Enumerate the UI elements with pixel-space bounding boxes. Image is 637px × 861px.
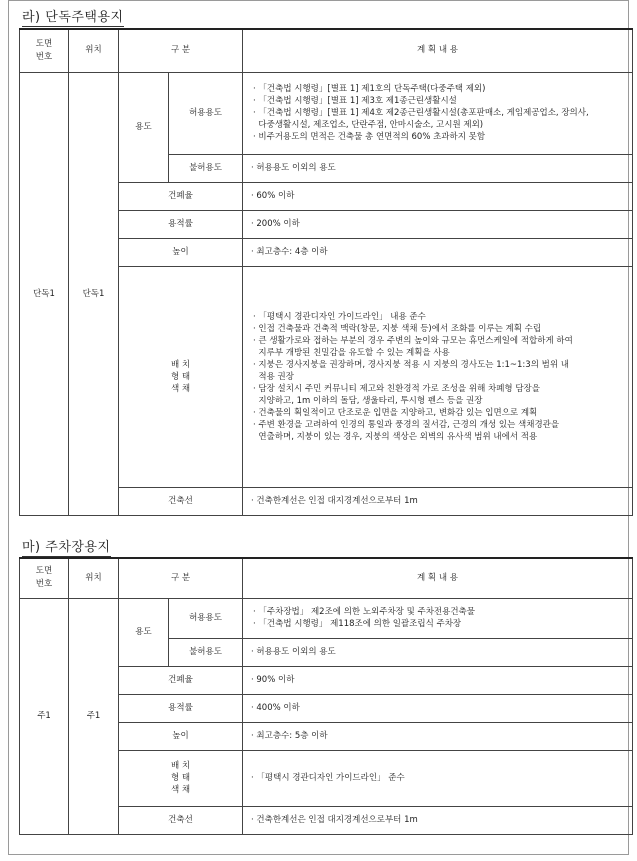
use-label: 용도	[119, 598, 169, 666]
location: 단독1	[69, 72, 119, 515]
layout-form-color-label: 배 치 형 태 색 채	[119, 266, 243, 487]
location: 주1	[69, 598, 119, 834]
height-label: 높이	[119, 722, 243, 750]
header-category: 구 분	[119, 558, 243, 598]
layout-form-color-content: · 「평택시 경관디자인 가이드라인」 내용 준수 · 인접 건축물과 건축적 맥락(창문, 지붕 색채 등)에서 조화를 이루는 계획 수립 · 큰 생활가로와 접하는 부분의 경우 주변의 높이와 규모는 휴먼스케일에 적합하게 하여 지루부 개방된 친밀감을 유도할 수 있는 계획을 사용 · 지붕은 경사지붕을 권장하며, 경사지붕 적용 시 지붕의 경사도는 1:1~1:3의 범위 내 적용 권장 · 담장 설치시 주민 커뮤니티 제고와 친환경적 가로 조성을 위해 차폐형 담장을 지양하고, 1m 이하의 돌담, 생울타리, 투시형 펜스 등을 권장 · 건축물의 획일적이고 단조로운 입면을 지양하고, 변화감 있는 입면으로 계획 · 주변 환경을 고려하여 인경의 통일과 풍경의 질서감, 근경의 개성 있는 색채경관을 연출하며, 지붕이 있는 경우, 지붕의 색상은 외벽의 유사색 범위 내에서 적용	[243, 266, 633, 487]
allowed-use-label: 허용용도	[169, 598, 243, 638]
height-content: · 최고층수: 4층 이하	[243, 238, 633, 266]
drawing-number: 단독1	[20, 72, 69, 515]
height-content: · 최고층수: 5층 이하	[243, 722, 633, 750]
setback-label: 건축선	[119, 487, 243, 515]
allowed-use-content: · 「주차장법」 제2조에 의한 노외주차장 및 주차전용건축물 · 「건축법 시행령」 제118조에 의한 일괄조립식 주차장	[243, 598, 633, 638]
far-content: · 200% 이하	[243, 210, 633, 238]
far-content: · 400% 이하	[243, 694, 633, 722]
plan-table	[19, 28, 633, 516]
setback-content: · 건축한계선은 인접 대지경계선으로부터 1m	[243, 806, 633, 834]
allowed-use-label: 허용용도	[169, 72, 243, 154]
setback-label: 건축선	[119, 806, 243, 834]
header-no: 도면 번호	[20, 29, 69, 72]
coverage-content: · 60% 이하	[243, 182, 633, 210]
coverage-content: · 90% 이하	[243, 666, 633, 694]
plan-table	[19, 557, 633, 835]
disallowed-use-label: 불허용도	[169, 638, 243, 666]
disallowed-use-label: 불허용도	[169, 154, 243, 182]
section-title: 라) 단독주택용지	[22, 10, 124, 25]
height-label: 높이	[119, 238, 243, 266]
disallowed-use-content: · 허용용도 이외의 용도	[243, 154, 633, 182]
header-category: 구 분	[119, 29, 243, 72]
section-title: 마) 주차장용지	[22, 540, 111, 555]
header-no: 도면 번호	[20, 558, 69, 598]
header-plan: 계 획 내 용	[243, 29, 633, 72]
far-label: 용적률	[119, 210, 243, 238]
allowed-use-content: · 「건축법 시행령」[별표 1] 제1호의 단독주택(다중주택 제외) · 「건축법 시행령」[별표 1] 제3호 제1종근린생활시설 · 「건축법 시행령」[별표 1] 제4호 제2종근린생활시설(총포판매소, 게임제공업소, 장의사, 다중생활시설, 제조업소, 단란주점, 안마시술소, 고시원 제외) · 비주거용도의 면적은 건축물 총 연면적의 60% 초과하지 못함	[243, 72, 633, 154]
layout-form-color-content: · 「평택시 경관디자인 가이드라인」 준수	[243, 750, 633, 806]
disallowed-use-content: · 허용용도 이외의 용도	[243, 638, 633, 666]
header-location: 위치	[69, 558, 119, 598]
layout-form-color-label: 배 치 형 태 색 채	[119, 750, 243, 806]
drawing-number: 주1	[20, 598, 69, 834]
header-plan: 계 획 내 용	[243, 558, 633, 598]
coverage-label: 건폐율	[119, 666, 243, 694]
setback-content: · 건축한계선은 인접 대지경계선으로부터 1m	[243, 487, 633, 515]
far-label: 용적률	[119, 694, 243, 722]
header-location: 위치	[69, 29, 119, 72]
coverage-label: 건폐율	[119, 182, 243, 210]
use-label: 용도	[119, 72, 169, 182]
